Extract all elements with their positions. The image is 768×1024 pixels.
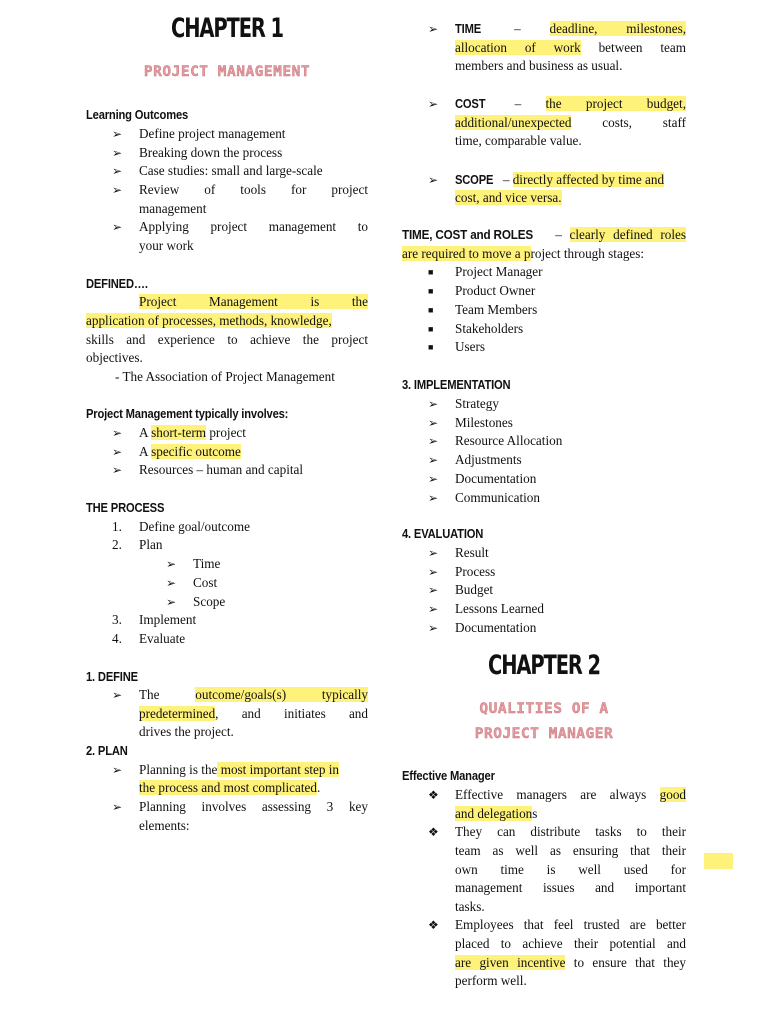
list-item-continuation: elements: [139,818,190,833]
define-heading: 1. DEFINE [86,669,138,684]
list-item-label: Strategy [455,396,499,411]
definition-attribution: - The Association of Project Management [115,369,335,384]
list-item-continuation: the process and most complicated. [139,780,321,795]
list-item-label: Documentation [455,470,537,486]
arrow-bullet-icon: ➢ [112,763,123,777]
square-bullet-icon: ■ [428,286,434,296]
arrow-bullet-icon: ➢ [428,620,439,635]
roles-line: TIME, COST and ROLES – clearly defined roles [402,227,686,242]
chapter2-title: CHAPTER 2 [488,650,600,681]
step-text: Define goal/outcome [139,519,250,534]
step-number: 2. [112,537,122,552]
arrow-bullet-icon: ➢ [428,546,439,560]
involves-heading: Project Management typically involves: [86,406,289,421]
highlight-mark [704,853,733,869]
diamond-bullet-icon: ❖ [428,825,439,839]
arrow-bullet-icon: ➢ [112,800,123,814]
element-time-line: allocation of work between team [455,40,686,55]
arrow-bullet-icon: ➢ [166,576,177,590]
element-cost-line: additional/unexpected costs, staff [455,115,686,130]
list-item-continuation: drives the project. [139,724,234,739]
list-item-continuation: your work [139,238,194,253]
chapter2-subtitle-line1: QUALITIES OF A [479,701,609,717]
paragraph-continuation: own time is well used for [455,862,686,877]
process-heading: THE PROCESS [86,500,165,515]
evaluation-heading: 4. EVALUATION [402,526,484,541]
paragraph-continuation: team as well as ensuring that their [455,843,686,858]
step-number: 3. [112,612,122,627]
arrow-bullet-icon: ➢ [428,22,439,36]
arrow-bullet-icon: ➢ [428,434,439,449]
arrow-bullet-icon: ➢ [428,415,439,430]
arrow-bullet-icon: ➢ [112,688,123,702]
arrow-bullet-icon: ➢ [112,220,123,234]
definition-line: objectives. [86,350,143,365]
arrow-bullet-icon: ➢ [428,490,439,505]
arrow-bullet-icon: ➢ [428,97,439,111]
arrow-bullet-icon: ➢ [112,463,123,477]
step-text: Plan [139,537,163,552]
roles-line: are required to move a project through stages: [402,246,645,261]
arrow-bullet-icon: ➢ [428,471,439,486]
list-item-label: Adjustments [455,452,522,468]
arrow-bullet-icon: ➢ [112,164,123,178]
list-item-label: Budget [455,582,494,598]
definition-line: Project Management is the [139,294,368,309]
diamond-bullet-icon: ❖ [428,788,439,802]
element-scope-line: cost, and vice versa. [455,190,562,205]
arrow-bullet-icon: ➢ [112,183,123,197]
square-bullet-icon: ■ [428,324,434,334]
arrow-bullet-icon: ➢ [166,557,177,571]
paragraph-continuation: and delegations [455,806,538,821]
step-text: Evaluate [139,631,186,646]
arrow-bullet-icon: ➢ [428,397,439,411]
square-bullet-icon: ■ [428,305,434,315]
chapter1-subtitle: PROJECT MANAGEMENT [143,64,311,80]
list-item-continuation: predetermined, and initiates and [139,706,368,721]
step-number: 1. [112,519,122,534]
learning-outcomes-heading: Learning Outcomes [86,107,189,122]
step-number: 4. [112,631,122,646]
list-item-label: Communication [455,489,540,505]
square-bullet-icon: ■ [428,267,434,277]
arrow-bullet-icon: ➢ [112,426,123,440]
list-item-label: Documentation [455,619,537,635]
definition-line: skills and experience to achieve the project [86,332,368,347]
effective-manager-heading: Effective Manager [402,768,495,783]
plan-heading: 2. PLAN [86,743,128,758]
list-item-label: Result [455,545,489,560]
paragraph-continuation: tasks. [455,899,485,914]
paragraph-continuation: are given incentive to ensure that they [455,955,686,970]
chapter2-subtitle-line2: PROJECT MANAGER [474,726,614,742]
list-item-label: Resource Allocation [455,433,563,449]
implementation-heading: 3. IMPLEMENTATION [402,377,511,392]
step-text: Implement [139,612,197,627]
list-item-label: Process [455,563,496,579]
arrow-bullet-icon: ➢ [428,564,439,579]
paragraph-continuation: placed to achieve their potential and [455,936,686,951]
paragraph-continuation: perform well. [455,973,527,988]
arrow-bullet-icon: ➢ [428,602,439,617]
defined-heading: DEFINED…. [86,276,148,291]
paragraph-continuation: management issues and important [455,880,686,895]
definition-line: application of processes, methods, knowledge, [86,313,332,328]
element-cost-line: time, comparable value. [455,133,582,148]
arrow-bullet-icon: ➢ [166,595,177,609]
arrow-bullet-icon: ➢ [428,583,439,598]
chapter1-title: CHAPTER 1 [171,13,283,44]
arrow-bullet-icon: ➢ [112,445,123,459]
arrow-bullet-icon: ➢ [428,453,439,468]
list-item-label: Lessons Learned [455,601,544,617]
list-item-continuation: management [139,201,207,216]
arrow-bullet-icon: ➢ [112,127,123,141]
arrow-bullet-icon: ➢ [428,173,439,187]
square-bullet-icon: ■ [428,342,434,352]
diamond-bullet-icon: ❖ [428,918,439,932]
element-time-line: members and business as usual. [455,58,623,73]
arrow-bullet-icon: ➢ [112,146,123,160]
list-item-label: Milestones [455,414,513,430]
